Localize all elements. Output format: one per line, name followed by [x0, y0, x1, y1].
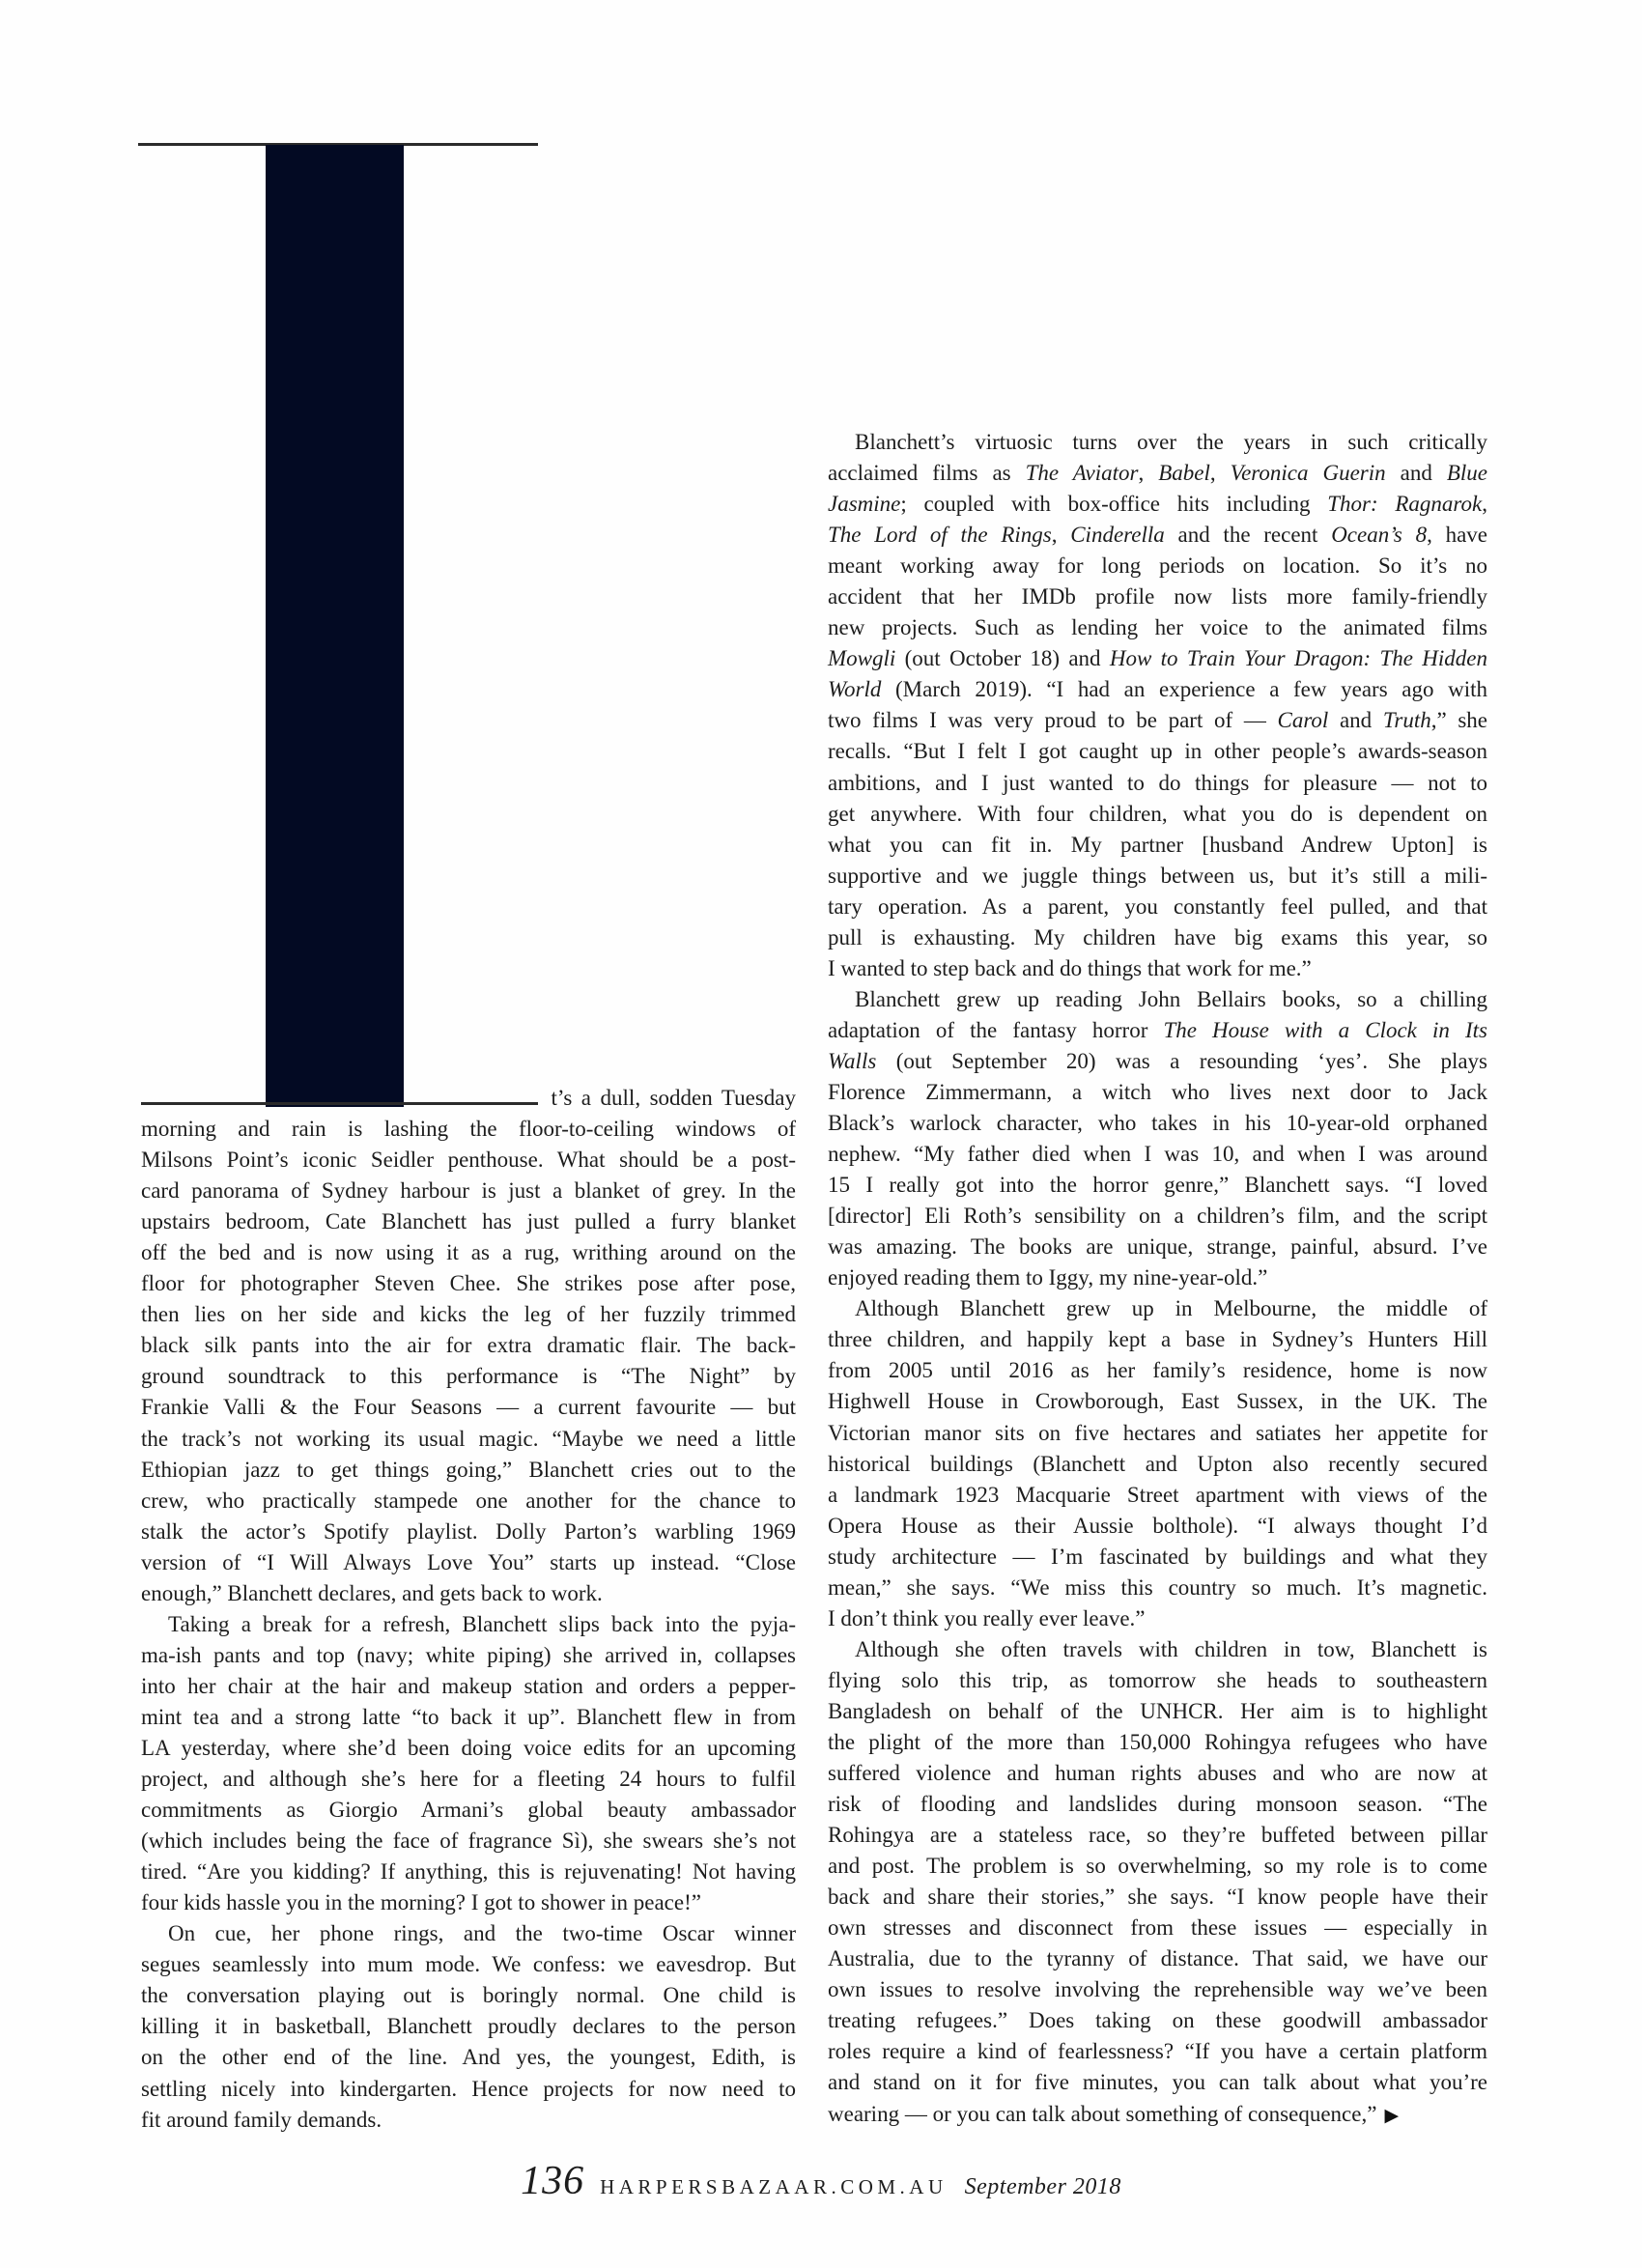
text-line: two films I was very proud to be part of — Carol and Truth,” she — [828, 708, 1487, 733]
text-line: Florence Zimmermann, a witch who lives next door to Jack — [828, 1079, 1487, 1104]
text-line: the track’s not working its usual magic. “Maybe we need a little — [141, 1426, 796, 1451]
text-line: risk of flooding and landslides during monsoon season. “The — [828, 1792, 1487, 1817]
page-number: 136 — [521, 2159, 585, 2203]
text-line: floor for photographer Steven Chee. She strikes pose after pose, — [141, 1271, 796, 1296]
text-line: card panorama of Sydney harbour is just a blanket of grey. In the — [141, 1178, 796, 1204]
text-line: was amazing. The books are unique, strange, painful, absurd. I’ve — [828, 1234, 1487, 1260]
text-line: Mowgli (out October 18) and How to Train Your Dragon: The Hidden — [828, 646, 1488, 671]
continued-arrow-icon: ▶ — [1384, 2104, 1400, 2126]
text-line: Milsons Point’s iconic Seidler penthouse. What should be a post- — [141, 1148, 796, 1173]
opening-line: t’s a dull, sodden Tuesday — [141, 1083, 796, 1114]
text-line: suffered violence and human rights abuses and who are now at — [828, 1761, 1487, 1786]
text-line: acclaimed films as The Aviator, Babel, Veronica Guerin and Blue — [828, 461, 1488, 486]
text-line: four kids hassle you in the morning? I got to shower in peace!” — [141, 1890, 701, 1915]
magazine-site-url: HARPERSBAZAAR.COM.AU — [600, 2175, 948, 2198]
text-line: the conversation playing out is boringly normal. One child is — [141, 1983, 796, 2008]
text-line: LA yesterday, where she’d been doing voice edits for an upcoming — [141, 1735, 796, 1760]
text-line: morning and rain is lashing the floor-to-ceiling windows of — [141, 1117, 796, 1142]
text-line: settling nicely into kindergarten. Hence projects for now need to — [141, 2076, 796, 2101]
text-line: nephew. “My father died when I was 10, and when I was around — [828, 1142, 1487, 1167]
text-line: mean,” she says. “We miss this country so much. It’s magnetic. — [828, 1574, 1487, 1600]
text-line: the plight of the more than 150,000 Rohingya refugees who have — [828, 1729, 1487, 1754]
text-line: meant working away for long periods on location. So it’s no — [828, 553, 1487, 579]
text-line: upstairs bedroom, Cate Blanchett has just pulled a furry blanket — [141, 1209, 796, 1234]
text-line: a landmark 1923 Macquarie Street apartment with views of the — [828, 1482, 1487, 1507]
text-line: fit around family demands. — [141, 2107, 382, 2132]
text-line: and post. The problem is so overwhelming, so my role is to come — [828, 1854, 1487, 1879]
right-column — [828, 427, 1487, 2130]
text-line: stalk the actor’s Spotify playlist. Dolly Parton’s warbling 1969 — [141, 1518, 796, 1544]
text-line: ambitions, and I just wanted to do things for pleasure — not to — [828, 770, 1487, 795]
drop-cap-letter-i — [266, 145, 404, 1107]
issue-date: September 2018 — [964, 2174, 1121, 2199]
text-line: Frankie Valli & the Four Seasons — a current favourite — but — [141, 1395, 796, 1420]
text-line: Blanchett grew up reading John Bellairs books, so a chilling — [855, 986, 1487, 1011]
text-line: segues seamlessly into mum mode. We confess: we eavesdrop. But — [141, 1952, 796, 1977]
text-line: tary operation. As a parent, you constantly feel pulled, and that — [828, 893, 1487, 919]
text-line: killing it in basketball, Blanchett proudly declares to the person — [141, 2014, 796, 2039]
text-line: Although she often travels with children in tow, Blanchett is — [855, 1636, 1487, 1661]
text-line: commitments as Giorgio Armani’s global beauty ambassador — [141, 1798, 796, 1823]
text-line: recalls. “But I felt I got caught up in other people’s awards-season — [828, 739, 1487, 764]
text-line: treating refugees.” Does taking on these goodwill ambassador — [828, 2008, 1487, 2033]
text-line: [director] Eli Roth’s sensibility on a children’s film, and the script — [828, 1204, 1487, 1229]
text-line: back and share their stories,” she says. “I know people have their — [828, 1885, 1487, 1910]
text-line: on the other end of the line. And yes, the youngest, Edith, is — [141, 2045, 796, 2070]
text-line: Walls (out September 20) was a resounding ‘yes’. She plays — [828, 1048, 1487, 1073]
text-line: supportive and we juggle things between us, but it’s still a mili- — [828, 863, 1487, 888]
text-line: mint tea and a strong latte “to back it up”. Blanchett flew in from — [141, 1704, 796, 1729]
text-line: study architecture — I’m fascinated by buildings and what they — [828, 1544, 1487, 1569]
text-line: accident that her IMDb profile now lists more family-friendly — [828, 584, 1487, 610]
text-line: what you can fit in. My partner [husband Andrew Upton] is — [828, 832, 1487, 857]
text-line: get anywhere. With four children, what you do is dependent on — [828, 801, 1487, 826]
text-line: I wanted to step back and do things that work for me.” — [828, 955, 1312, 980]
text-line: roles require a kind of fearlessness? “If you have a certain platform — [828, 2039, 1487, 2064]
text-line: tired. “Are you kidding? If anything, this is rejuvenating! Not having — [141, 1859, 796, 1885]
text-line: then lies on her side and kicks the leg of her fuzzily trimmed — [141, 1302, 796, 1327]
text-line: pull is exhausting. My children have big exams this year, so — [828, 924, 1487, 950]
text-line: The Lord of the Rings, Cinderella and the recent Ocean’s 8, have — [828, 523, 1488, 548]
text-line: Taking a break for a refresh, Blanchett slips back into the pyja- — [168, 1611, 796, 1636]
text-line: Blanchett’s virtuosic turns over the years in such critically — [855, 430, 1487, 454]
text-line: adaptation of the fantasy horror The House with a Clock in Its — [828, 1017, 1487, 1042]
dropcap-bottom-rule — [141, 1102, 538, 1105]
text-line: own issues to resolve involving the reprehensible way we’ve been — [828, 1977, 1487, 2002]
text-line: flying solo this trip, as tomorrow she heads to southeastern — [828, 1667, 1487, 1692]
text-line: (which includes being the face of fragrance Sì), she swears she’s not — [141, 1829, 796, 1854]
text-line: own stresses and disconnect from these issues — especially in — [828, 1915, 1487, 1941]
text-line: World (March 2019). “I had an experience a few years ago with — [828, 677, 1487, 702]
text-line: On cue, her phone rings, and the two-time Oscar winner — [168, 1921, 796, 1946]
text-line: off the bed and is now using it as a rug, writhing around on the — [141, 1240, 796, 1265]
text-line: Opera House as their Aussie bolthole). “I always thought I’d — [828, 1513, 1487, 1538]
text-line: project, and although she’s here for a fleeting 24 hours to fulfil — [141, 1767, 796, 1792]
text-line: version of “I Will Always Love You” starts up instead. “Close — [141, 1549, 796, 1574]
text-line: enjoyed reading them to Iggy, my nine-year-old.” — [828, 1265, 1268, 1290]
text-line: Victorian manor sits on five hectares and satiates her appetite for — [828, 1420, 1487, 1445]
text-line: new projects. Such as lending her voice to the animated films — [828, 615, 1487, 640]
text-line: 15 I really got into the horror genre,” Blanchett says. “I loved — [828, 1173, 1487, 1198]
text-line: Black’s warlock character, who takes in his 10-year-old orphaned — [828, 1111, 1487, 1136]
text-line: Although Blanchett grew up in Melbourne, the middle of — [855, 1296, 1487, 1321]
text-line: ma-ish pants and top (navy; white piping) she arrived in, collapses — [141, 1642, 796, 1667]
text-line: Highwell House in Crowborough, East Sussex, in the UK. The — [828, 1389, 1487, 1414]
text-line: historical buildings (Blanchett and Upton also recently secured — [828, 1451, 1487, 1476]
text-line: into her chair at the hair and makeup station and orders a pepper- — [141, 1673, 796, 1698]
text-line: crew, who practically stampede one another for the chance to — [141, 1488, 796, 1513]
left-column — [141, 1083, 796, 2136]
text-line: Ethiopian jazz to get things going,” Blanchett cries out to the — [141, 1457, 796, 1482]
text-line: three children, and happily kept a base in Sydney’s Hunters Hill — [828, 1327, 1487, 1352]
page-footer — [0, 2158, 1642, 2204]
text-line: ground soundtrack to this performance is “The Night” by — [141, 1364, 796, 1389]
text-line: I don’t think you really ever leave.” — [828, 1605, 1146, 1630]
text-line: Bangladesh on behalf of the UNHCR. Her aim is to highlight — [828, 1698, 1487, 1723]
text-line: Australia, due to the tyranny of distance. That said, we have our — [828, 1946, 1487, 1971]
text-line: and stand on it for five minutes, you can talk about what you’re — [828, 2070, 1487, 2095]
text-line: enough,” Blanchett declares, and gets back to work. — [141, 1580, 603, 1605]
text-line: Rohingya are a stateless race, so they’re buffeted between pillar — [828, 1823, 1487, 1848]
text-line: wearing — or you can talk about something of consequence,” ▶ — [828, 2101, 1400, 2126]
text-line: black silk pants into the air for extra dramatic flair. The back- — [141, 1333, 796, 1358]
text-line: from 2005 until 2016 as her family’s residence, home is now — [828, 1358, 1487, 1383]
text-line: Jasmine; coupled with box-office hits including Thor: Ragnarok, — [828, 492, 1487, 517]
